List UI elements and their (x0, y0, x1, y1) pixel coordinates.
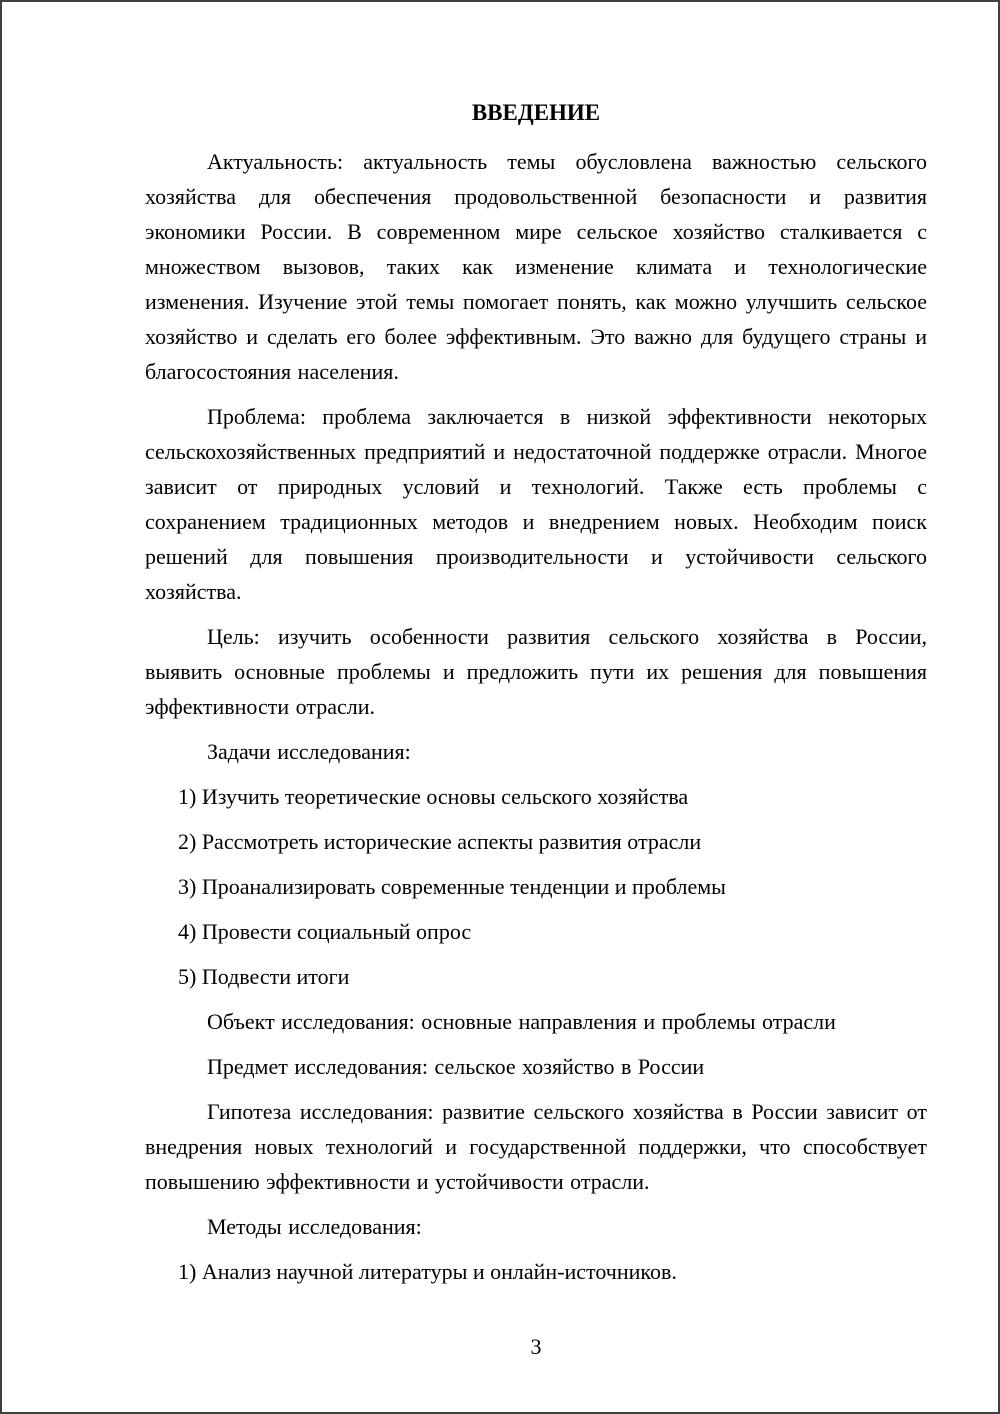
paragraph-problem: Проблема: проблема заключается в низкой эффективности некоторых сельскохозяйственных предприятий и недостаточной поддержке отрасли. Многое зависит от природных условий и технологий. Также есть проблемы с сохранением традиционных методов и внедрением новых. Необходим поиск решений для повышения производительности и устойчивости сельского хозяйства. (145, 404, 927, 604)
methods-heading: Методы исследования: (207, 1214, 422, 1239)
paragraph-subject: Предмет исследования: сельское хозяйство в России (207, 1054, 705, 1079)
paragraph-object: Объект исследования: основные направления и проблемы отрасли (207, 1009, 836, 1034)
method-item-1: 1) Анализ научной литературы и онлайн-источников. (178, 1259, 677, 1284)
task-item-3: 3) Проанализировать современные тенденции и проблемы (178, 874, 726, 899)
task-item-5: 5) Подвести итоги (178, 964, 350, 989)
tasks-heading: Задачи исследования: (207, 739, 411, 764)
paragraph-hypothesis: Гипотеза исследования: развитие сельского хозяйства в России зависит от внедрения новых технологий и государственной поддержки, что способствует повышению эффективности и устойчивости отрасли. (145, 1099, 927, 1194)
paragraph-goal: Цель: изучить особенности развития сельского хозяйства в России, выявить основные проблемы и предложить пути их решения для повышения эффективности отрасли. (145, 624, 927, 719)
page-title: ВВЕДЕНИЕ (471, 100, 601, 125)
task-item-1: 1) Изучить теоретические основы сельского хозяйства (178, 784, 689, 809)
page-number: 3 (530, 1334, 542, 1359)
paragraph-relevance: Актуальность: актуальность темы обусловлена важностью сельского хозяйства для обеспечения продовольственной безопасности и развития экономики России. В современном мире сельское хозяйство сталкивается с множеством вызовов, таких как изменение климата и технологические изменения. Изучение этой темы помогает понять, как можно улучшить сельское хозяйство и сделать его более эффективным. Это важно для будущего страны и благосостояния населения. (145, 149, 927, 384)
task-item-2: 2) Рассмотреть исторические аспекты развития отрасли (178, 829, 702, 854)
task-item-4: 4) Провести социальный опрос (178, 919, 472, 944)
